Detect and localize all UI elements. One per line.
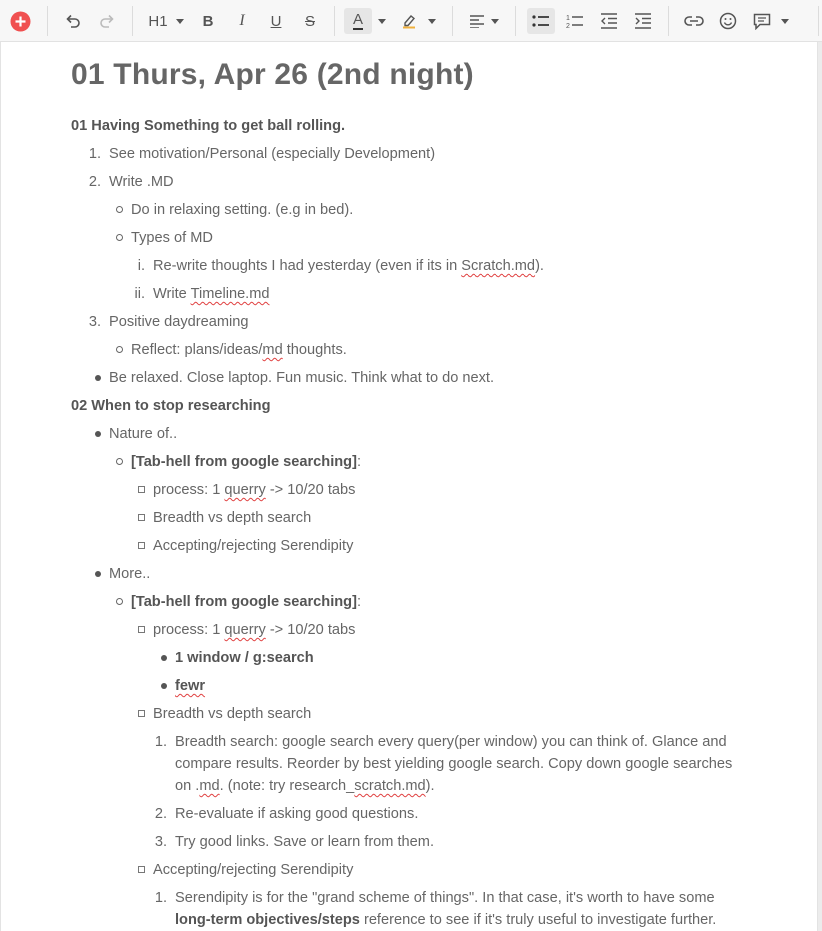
list-item: See motivation/Personal (especially Development) [109, 146, 436, 162]
text: Re-write thoughts I had yesterday (even if its in [153, 258, 462, 274]
text: [Tab-hell from google searching] [131, 594, 357, 610]
misspelled-word[interactable]: fewr [175, 678, 206, 694]
toolbar-divider [668, 6, 669, 36]
section-heading: 01 Having Something to get ball rolling. [71, 118, 346, 134]
underline-button[interactable]: U [270, 12, 282, 30]
square-bullet-icon [138, 542, 145, 549]
circle-bullet-icon [116, 206, 123, 213]
list-item: Breadth vs depth search [153, 706, 312, 722]
indent-icon[interactable] [632, 8, 654, 34]
bullet-icon [95, 571, 101, 577]
misspelled-word[interactable]: Scratch.md [461, 258, 536, 274]
emoji-icon[interactable] [717, 8, 739, 34]
page-title: 01 Thurs, Apr 26 (2nd night) [71, 58, 474, 91]
list-item [153, 283, 270, 305]
misspelled-word[interactable]: querry [224, 482, 266, 498]
text: Write [153, 286, 191, 302]
list-item: Nature of.. [109, 426, 178, 442]
strikethrough-button[interactable]: S [304, 12, 315, 30]
list-number: 1. [88, 146, 101, 162]
square-bullet-icon [138, 710, 145, 717]
list-number: 3. [88, 314, 101, 330]
square-bullet-icon [138, 626, 145, 633]
comment-icon [753, 13, 771, 30]
font-color-chevron-icon[interactable] [376, 8, 388, 34]
text: ). [535, 258, 544, 274]
misspelled-word[interactable]: md [262, 342, 283, 358]
add-icon[interactable] [9, 8, 31, 34]
list-number: 1. [154, 734, 167, 750]
list-item: Breadth vs depth search [153, 510, 312, 526]
align-dropdown[interactable] [466, 8, 502, 34]
bullet-icon [95, 431, 101, 437]
outdent-icon[interactable] [598, 8, 620, 34]
text: -> 10/20 tabs [265, 622, 356, 638]
text: ). [425, 778, 435, 794]
text: on . [175, 778, 200, 794]
list-item-continuation: compare results. Reorder by best yielding google search. Copy down google searches [175, 756, 733, 772]
toolbar-divider [132, 6, 133, 36]
list-item [153, 255, 544, 277]
list-item: Do in relaxing setting. (e.g in bed). [131, 202, 354, 218]
circle-bullet-icon [116, 458, 123, 465]
highlight-chevron-icon[interactable] [426, 8, 438, 34]
list-item [153, 619, 355, 641]
svg-text:2: 2 [566, 23, 570, 29]
align-left-icon [469, 14, 485, 28]
link-icon[interactable] [682, 8, 706, 34]
list-item: Accepting/rejecting Serendipity [153, 538, 354, 554]
toolbar-divider [334, 6, 335, 36]
text: : [356, 594, 362, 610]
undo-icon[interactable] [62, 8, 84, 34]
text: process: 1 [153, 622, 225, 638]
chevron-down-icon [176, 19, 184, 24]
comment-dropdown[interactable] [750, 8, 792, 34]
text: long-term objectives/steps [175, 912, 360, 928]
italic-button[interactable]: I [239, 12, 245, 29]
list-item [131, 591, 361, 613]
square-bullet-icon [138, 514, 145, 521]
list-number: 2. [88, 174, 101, 190]
heading-dropdown[interactable] [144, 8, 188, 34]
editor-toolbar [0, 0, 822, 42]
list-item: Re-evaluate if asking good questions. [175, 806, 419, 822]
chevron-down-icon [781, 19, 789, 24]
chevron-down-icon [491, 19, 499, 24]
text: : [356, 454, 362, 470]
list-item [131, 339, 347, 361]
list-number: 2. [154, 806, 167, 822]
list-item [175, 675, 205, 697]
toolbar-divider [515, 6, 516, 36]
toolbar-divider [47, 6, 48, 36]
toolbar-divider [452, 6, 453, 36]
text: Reflect: plans/ideas/ [131, 342, 263, 358]
text: 1 window / g:search [175, 650, 314, 666]
bullet-icon [161, 683, 167, 689]
list-item: Types of MD [131, 230, 213, 246]
list-item: Accepting/rejecting Serendipity [153, 862, 354, 878]
list-item-continuation [175, 909, 716, 931]
list-item-continuation [175, 775, 435, 797]
misspelled-word[interactable]: Timeline.md [190, 286, 270, 302]
svg-text:1: 1 [566, 15, 570, 22]
list-number: 3. [154, 834, 167, 850]
circle-bullet-icon [116, 598, 123, 605]
bullet-icon [161, 655, 167, 661]
list-number: ii. [134, 286, 145, 302]
numbered-list-icon[interactable] [564, 8, 586, 34]
bold-button[interactable]: B [202, 12, 214, 30]
bullet-list-icon[interactable] [527, 8, 555, 34]
list-item: Try good links. Save or learn from them. [175, 834, 435, 850]
font-color-label: A [352, 11, 363, 28]
redo-icon[interactable] [96, 8, 118, 34]
circle-bullet-icon [116, 346, 123, 353]
misspelled-word[interactable]: md [199, 778, 220, 794]
list-item: Write .MD [109, 174, 174, 190]
section-heading: 02 When to stop researching [71, 398, 271, 414]
bullet-icon [95, 375, 101, 381]
square-bullet-icon [138, 486, 145, 493]
font-color-button[interactable] [344, 8, 372, 34]
list-item [131, 451, 361, 473]
list-item [153, 479, 355, 501]
document-page[interactable] [0, 42, 818, 931]
toolbar-divider [818, 6, 819, 36]
misspelled-word[interactable]: querry [224, 622, 266, 638]
highlight-icon[interactable] [398, 8, 420, 34]
list-item [175, 647, 314, 669]
text: thoughts. [282, 342, 347, 358]
list-item: Be relaxed. Close laptop. Fun music. Think what to do next. [109, 370, 495, 386]
heading-label: H1 [148, 12, 168, 30]
list-item: More.. [109, 566, 151, 582]
scrollbar[interactable] [818, 42, 822, 931]
text: reference to see if it's truly useful to investigate further. [359, 912, 717, 928]
list-item: Positive daydreaming [109, 314, 249, 330]
text: . (note: try research_ [219, 778, 355, 794]
square-bullet-icon [138, 866, 145, 873]
text: process: 1 [153, 482, 225, 498]
misspelled-word[interactable]: scratch.md [354, 778, 426, 794]
text: -> 10/20 tabs [265, 482, 356, 498]
text: [Tab-hell from google searching] [131, 454, 357, 470]
list-number: 1. [154, 890, 167, 906]
list-item: Serendipity is for the "grand scheme of things". In that case, it's worth to have some [175, 890, 715, 906]
list-item: Breadth search: google search every query(per window) you can think of. Glance and [175, 734, 727, 750]
list-number: i. [137, 258, 145, 274]
circle-bullet-icon [116, 234, 123, 241]
